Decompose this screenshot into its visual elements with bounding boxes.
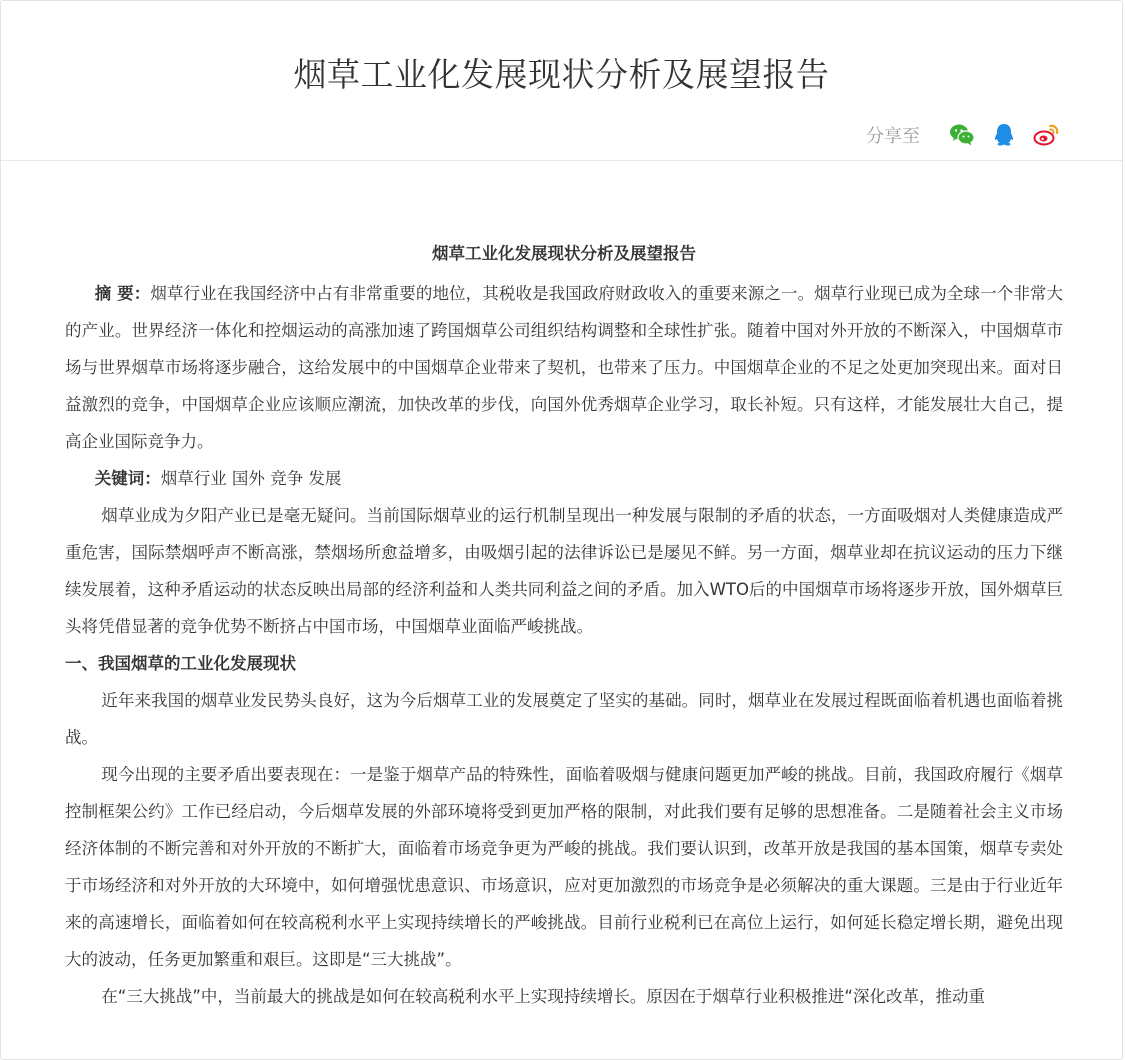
qq-icon[interactable] <box>990 121 1018 149</box>
abstract-paragraph <box>65 275 1063 460</box>
keywords-text: 烟草行业 国外 竞争 发展 <box>160 469 342 488</box>
wechat-icon[interactable] <box>948 121 976 149</box>
intro-paragraph: 烟草业成为夕阳产业已是毫无疑问。当前国际烟草业的运行机制呈现出一种发展与限制的矛盾的状态，一方面吸烟对人类健康造成严重危害，国际禁烟呼声不断高涨，禁烟场所愈益增多，由吸烟引起的法律诉讼已是屡见不鲜。另一方面，烟草业却在抗议运动的压力下继续发展着，这种矛盾运动的状态反映出局部的经济利益和人类共同利益之间的矛盾。加入WTO后的中国烟草市场将逐步开放，国外烟草巨头将凭借显著的竞争优势不断挤占中国市场，中国烟草业面临严峻挑战。 <box>65 506 1063 636</box>
abstract-text: 烟草行业在我国经济中占有非常重要的地位，其税收是我国政府财政收入的重要来源之一。烟草行业现已成为全球一个非常大的产业。世界经济一体化和控烟运动的高涨加速了跨国烟草公司组织结构调整和全球性扩张。随着中国对外开放的不断深入，中国烟草市场与世界烟草市场将逐步融合，这给发展中的中国烟草企业带来了契机，也带来了压力。中国烟草企业的不足之处更加突现出来。面对日益激烈的竞争，中国烟草企业应该顺应潮流，加快改革的步伐，向国外优秀烟草企业学习，取长补短。只有这样，才能发展壮大自己，提高企业国际竞争力。 <box>65 284 1064 451</box>
keywords-paragraph <box>65 460 1063 497</box>
keywords-label: 关键词： <box>94 469 161 488</box>
section-heading: 一、我国烟草的工业化发展现状 <box>65 654 296 673</box>
section-paragraph-3: 在“三大挑战”中，当前最大的挑战是如何在较高税利水平上实现持续增长。原因在于烟草行业积极推进“深化改革，推动重 <box>101 987 985 1006</box>
weibo-icon[interactable] <box>1032 121 1060 149</box>
section-paragraph-1: 近年来我国的烟草业发民势头良好，这为今后烟草工业的发展奠定了坚实的基础。同时，烟草业在发展过程既面临着机遇也面临着挑战。 <box>65 691 1063 747</box>
article-header <box>1 1 1122 161</box>
abstract-label: 摘 要： <box>94 284 151 303</box>
share-bar <box>866 119 1060 151</box>
page-title: 烟草工业化发展现状分析及展望报告 <box>293 55 830 94</box>
article-body <box>65 233 1063 1015</box>
share-label: 分享至 <box>866 126 920 147</box>
section-paragraph-2: 现今出现的主要矛盾出要表现在：一是鉴于烟草产品的特殊性，面临着吸烟与健康问题更加严峻的挑战。目前，我国政府履行《烟草控制框架公约》工作已经启动，今后烟草发展的外部环境将受到更加严格的限制，对此我们要有足够的思想准备。二是随着社会主义市场经济体制的不断完善和对外开放的不断扩大，面临着市场竞争更为严峻的挑战。我们要认识到，改革开放是我国的基本国策，烟草专卖处于市场经济和对外开放的大环境中，如何增强忧患意识、市场意识，应对更加激烈的市场竞争是必须解决的重大课题。三是由于行业近年来的高速增长，面临着如何在较高税利水平上实现持续增长的严峻挑战。目前行业税利已在高位上运行，如何延长稳定增长期，避免出现大的波动，任务更加繁重和艰巨。这即是“三大挑战”。 <box>65 765 1063 969</box>
article-title: 烟草工业化发展现状分析及展望报告 <box>432 244 696 263</box>
